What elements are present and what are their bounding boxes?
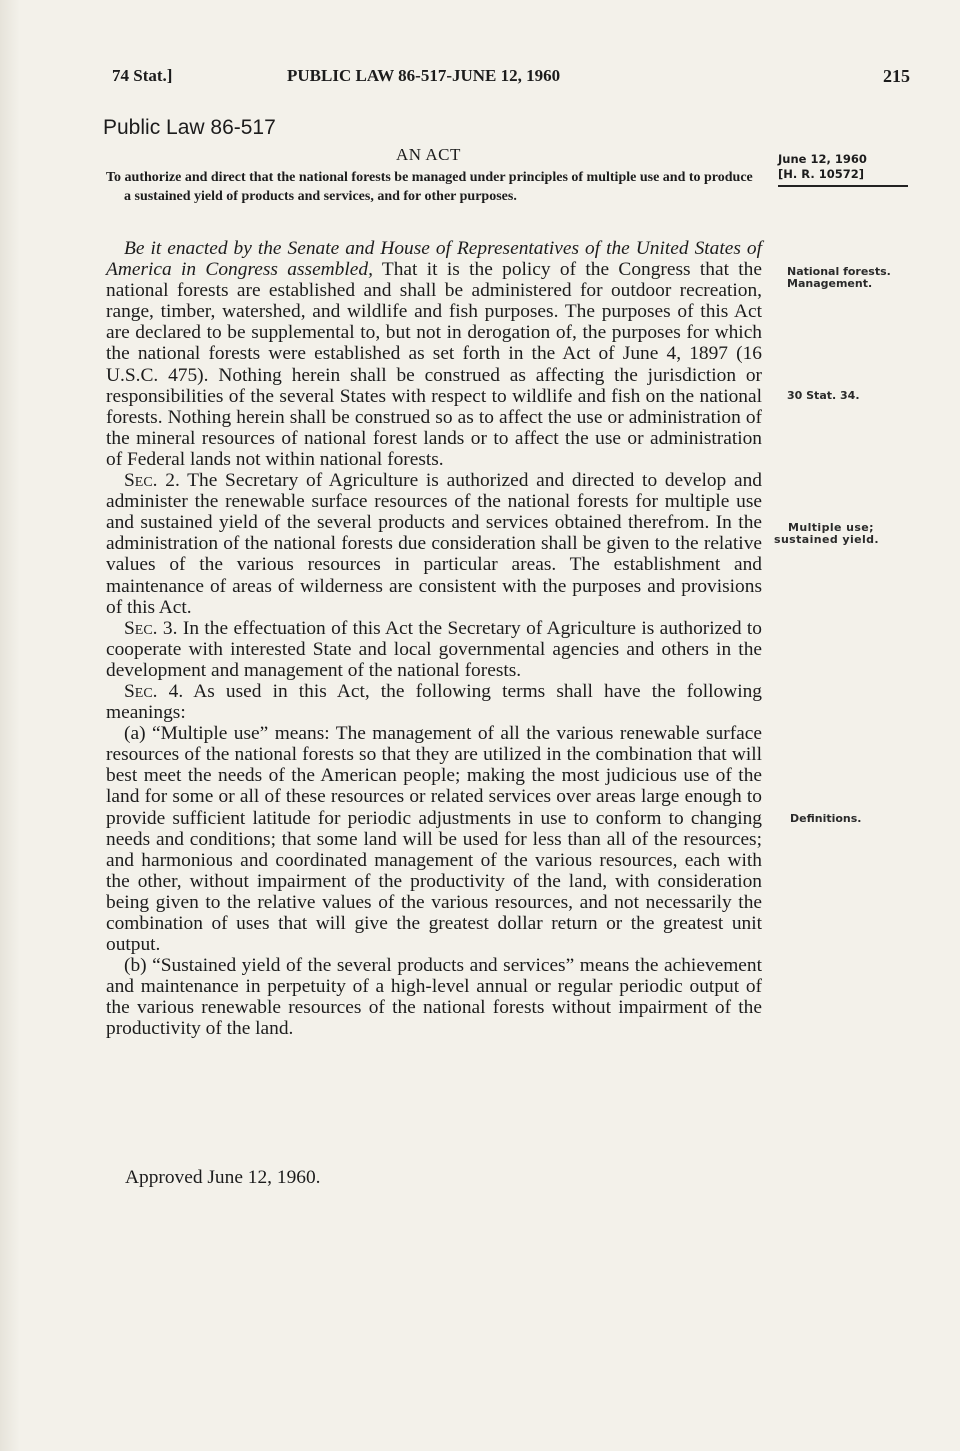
- section-3-label: Sec. 3.: [124, 617, 178, 639]
- section-4: [106, 681, 762, 723]
- section-2-text: The Secretary of Agriculture is authorized and directed to develop and administer the renewable surface resources of the national forests for multiple use and sustained yield of the several products and services obtained therefrom. In the administration of the national forests due consideration shall be given to the relative values of the various resources in particular areas. The establishment and maintenance of areas of wilderness are consistent with the purposes and provisions of this Act.: [106, 470, 762, 618]
- enactment-date-note: [778, 152, 908, 187]
- margin-note-definitions: Definitions.: [790, 812, 862, 825]
- section-2-label: Sec. 2.: [124, 470, 180, 492]
- margin-note-stat-ref: 30 Stat. 34.: [787, 389, 860, 402]
- margin-note-multiple-use: [774, 522, 879, 546]
- act-purpose-text: To authorize and direct that the national forests be managed under principles of multiple use and to produce a sustained yield of products and services, and for other purposes.: [106, 170, 753, 204]
- definition-a: (a) “Multiple use” means: The management of all the various renewable surface resources of the national forests so that they are utilized in the combination that will best meet the needs of the American people; making the most judicious use of the land for some or all of these resources or related services over areas large enough to provide sufficient latitude for periodic adjustments in use to conform to changing needs and conditions; that some land will be used for less than all of the resources; and harmonious and coordinated management of the various resources, each with the other, without impairment of the productivity of the land, with consideration being given to the relative values of the various resources, and not necessarily the combination of uses that will give the greatest dollar return or the greatest unit output.: [106, 723, 762, 956]
- section-3: [106, 618, 762, 681]
- running-title: PUBLIC LAW 86-517-JUNE 12, 1960: [287, 66, 561, 85]
- bill-number: [H. R. 10572]: [778, 167, 864, 181]
- act-body: [106, 238, 762, 1040]
- margin-note-line: sustained yield.: [774, 533, 879, 546]
- enacting-clause: Be it enacted by the Senate and House of Representatives of the United States of America in Congress assembled,: [106, 238, 762, 281]
- section-3-text: In the effectuation of this Act the Secretary of Agriculture is authorized to cooperate with interested State and local governmental agencies and others in the development and management of the national forests.: [106, 617, 762, 681]
- act-purpose: [106, 168, 761, 206]
- section-2: [106, 470, 762, 618]
- section-4-label: Sec. 4.: [124, 680, 184, 702]
- page-number: 215: [883, 66, 910, 86]
- margin-note-line: Multiple use;: [788, 521, 874, 534]
- law-title: Public Law 86-517: [103, 116, 276, 139]
- act-heading: AN ACT: [396, 145, 461, 164]
- approval-line: Approved June 12, 1960.: [125, 1167, 321, 1188]
- section-1-text: That it is the policy of the Congress that the national forests are established and shall be administered for outdoor recreation, range, timber, watershed, and wildlife and fish purposes. The purposes of this Act are declared to be supplemental to, but not in derogation of, the purposes for which the national forests were established as set forth in the Act of June 4, 1897 (16 U.S.C. 475). Nothing herein shall be construed as affecting the jurisdiction or responsibilities of the several States with respect to wildlife and fish on the national forests. Nothing herein shall be construed so as to affect the use or administration of the mineral resources of national forest lands or to affect the use or administration of Federal lands not within national forests.: [106, 259, 762, 470]
- statute-reference: 74 Stat.]: [112, 66, 173, 85]
- definition-b: (b) “Sustained yield of the several products and services” means the achievement and maintenance in perpetuity of a high-level annual or regular periodic output of the various renewable resources of the national forests without impairment of the productivity of the land.: [106, 955, 762, 1040]
- margin-note-line: National forests.: [787, 265, 891, 278]
- page-fold-shadow: [0, 0, 20, 1451]
- margin-note-national-forests: [787, 266, 891, 290]
- running-header: [112, 66, 910, 96]
- margin-note-line: Management.: [787, 277, 873, 290]
- section-1: [106, 238, 762, 470]
- section-4-text: As used in this Act, the following terms shall have the following meanings:: [106, 680, 762, 724]
- enactment-date: June 12, 1960: [778, 152, 867, 166]
